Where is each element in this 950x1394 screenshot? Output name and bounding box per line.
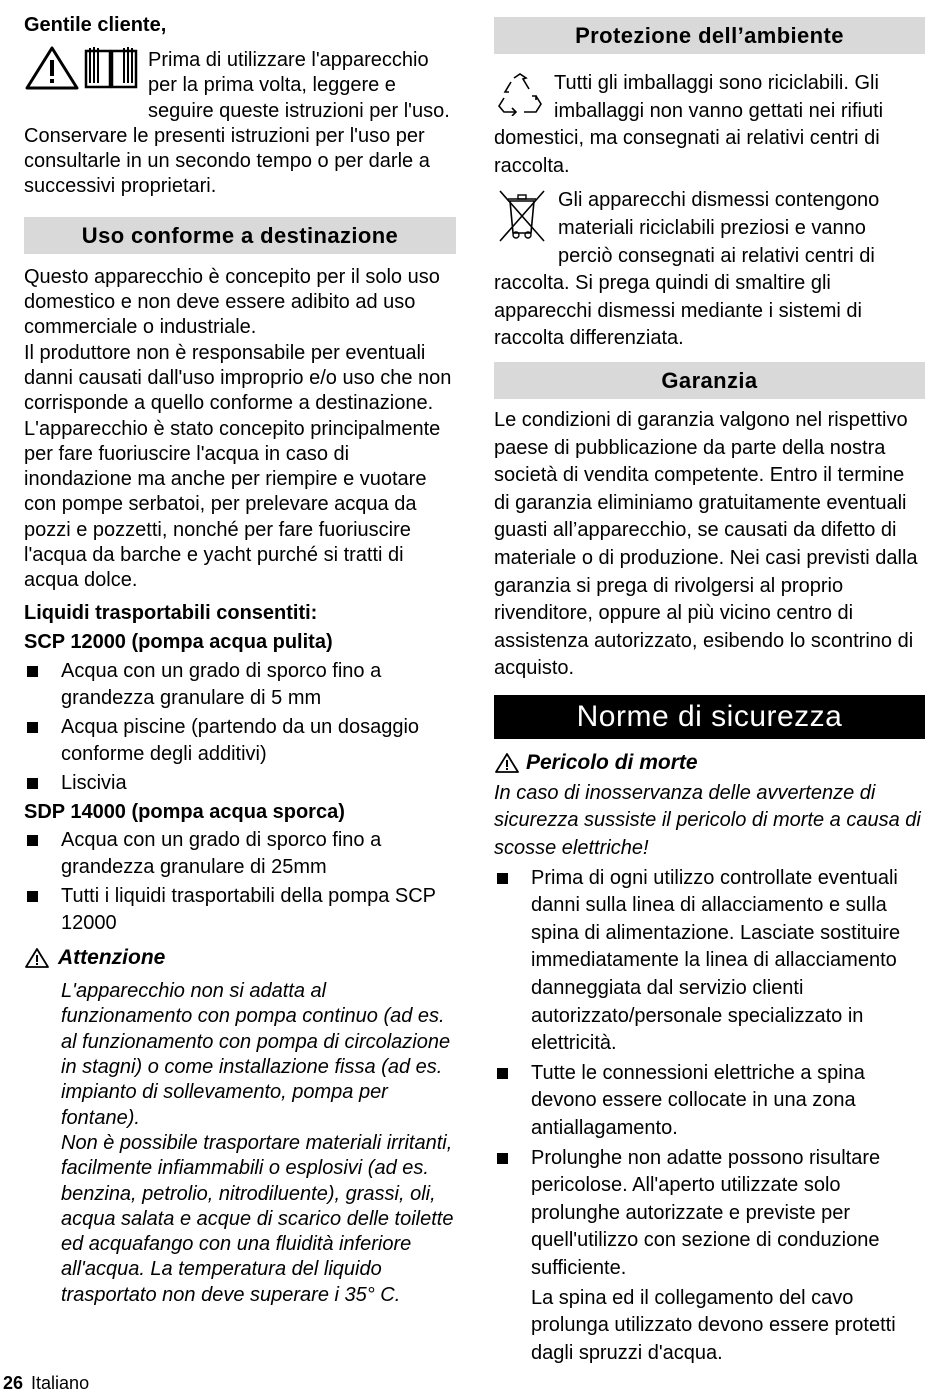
page-number: 26 bbox=[3, 1373, 24, 1393]
sdp-heading: SDP 14000 (pompa acqua sporca) bbox=[24, 800, 345, 823]
section-heading-environment: Protezione dell’ambiente bbox=[494, 17, 925, 54]
list-item: Liscivia bbox=[24, 770, 456, 797]
warning-triangle-icon bbox=[24, 45, 80, 91]
intended-use-paragraph: L'apparecchio è stato concepito principalmente per fare fuoriuscire l'acqua in caso di inondazione ma anche per riempire e vuotare con pompe serbatoi, per prelevare acqua da pozzi e pozzetti, nonché per fare fuoriuscire l'acqua da barche e yacht purché si tratti di acqua dolce. bbox=[24, 417, 441, 592]
danger-title: Pericolo di morte bbox=[526, 750, 698, 774]
warning-triangle-icon bbox=[494, 752, 520, 774]
safety-list bbox=[494, 865, 925, 1283]
scp-heading: SCP 12000 (pompa acqua pulita) bbox=[24, 631, 333, 654]
attention-heading bbox=[24, 945, 456, 971]
recycle-icon bbox=[494, 72, 546, 116]
list-item: Acqua piscine (partendo da un dosaggio conforme degli additivi) bbox=[24, 714, 456, 768]
intended-use-paragraph: Il produttore non è responsabile per eventuali danni causati dall'uso improprio e/o uso che non corrisponde a quello conforme a destinazione. bbox=[24, 341, 452, 415]
list-item: Tutte le connessioni elettriche a spina devono essere collocate in una zona antiallagamento. bbox=[494, 1060, 925, 1143]
attention-paragraph: Non è possibile trasportare materiali irritanti, facilmente infiammabili o esplosivi (ad es. benzina, petrolio, nitrodiluente), grassi, oli, acqua salata e acque di scarico delle toilette ed acquafango con una fluidità inferiore all'acqua. La temperatura del liquido trasportato non deve superare i 35° C. bbox=[61, 1131, 454, 1306]
safety-extra-text: La spina ed il collegamento del cavo prolunga utilizzato devono essere protetti dagli spruzzi d'acqua. bbox=[531, 1286, 896, 1364]
crossed-bin-icon bbox=[494, 187, 550, 245]
list-item: Prima di ogni utilizzo controllate eventuali danni sulla linea di allacciamento e sulla spina di alimentazione. Lasciate sostituire immediatamente la linea di allacciamento danneggiata dal servizio clienti autorizzato/personale specializzato in elettricità. bbox=[494, 865, 925, 1058]
footer-language: Italiano bbox=[31, 1373, 90, 1393]
manual-book-icon bbox=[82, 45, 140, 91]
intended-use-body bbox=[24, 265, 456, 594]
right-column bbox=[494, 17, 925, 1367]
list-item: Prolunghe non adatte possono risultare pericolose. All'aperto utilizzate solo prolunghe autorizzate e previste per quell'utilizzo con sezione di conduzione sufficiente. bbox=[494, 1145, 925, 1283]
sdp-list bbox=[24, 827, 456, 937]
intro-block bbox=[24, 48, 456, 200]
intro-icons bbox=[24, 45, 142, 101]
env-recycle-text: Tutti gli imballaggi sono riciclabili. Gli imballaggi non vanno gettati nei rifiuti domestici, ma consegnati ai relativi centri di raccolta. bbox=[494, 72, 884, 177]
attention-body bbox=[24, 979, 456, 1308]
warning-triangle-icon bbox=[24, 947, 50, 969]
env-weee-text: Gli apparecchi dismessi contengono materiali riciclabili preziosi e vanno perciò consegnati ai relativi centri di raccolta. Si prega quindi di smaltire gli apparecchi dismessi mediante i sistemi di raccolta differenziata. bbox=[494, 189, 880, 350]
warranty-text: Le condizioni di garanzia valgono nel rispettivo paese di pubblicazione da parte della nostra società di vendita competente. Entro il termine di garanzia eliminiamo gratuitamente eventuali guasti all’apparecchio, se causati da difetto di materiale o di produzione. Nei casi previsti dalla garanzia si prega di rivolgersi al proprio rivenditore, oppure al più vicino centro di assistenza autorizzato, esibendo lo scontrino di acquisto. bbox=[494, 408, 918, 680]
list-item: Tutti i liquidi trasportabili della pompa SCP 12000 bbox=[24, 883, 456, 937]
section-heading-warranty: Garanzia bbox=[494, 362, 925, 399]
section-heading-intended-use: Uso conforme a destinazione bbox=[24, 217, 456, 254]
list-item: Acqua con un grado di sporco fino a grandezza granulare di 25mm bbox=[24, 827, 456, 881]
list-item: Acqua con un grado di sporco fino a grandezza granulare di 5 mm bbox=[24, 658, 456, 712]
greeting: Gentile cliente, bbox=[24, 14, 167, 36]
liquids-heading: Liquidi trasportabili consentiti: bbox=[24, 601, 318, 624]
intro-text: Prima di utilizzare l'apparecchio per la prima volta, leggere e seguire queste istruzioni per l'uso. Conservare le presenti istruzioni per l'uso per consultarle in un secondo tempo o per darle a successivi proprietari. bbox=[24, 49, 450, 198]
danger-heading bbox=[494, 750, 925, 776]
attention-paragraph: L'apparecchio non si adatta al funzionamento con pompa continuo (ad es. al funzionamento con pompa di circolazione in stagni) o come installazione fissa (ad es. impianto di sollevamento, pompa per fontane). bbox=[61, 980, 451, 1129]
danger-text: In caso di inosservanza delle avvertenze di sicurezza sussiste il pericolo di morte a causa di scosse elettriche! bbox=[494, 781, 921, 860]
env-weee-block bbox=[494, 187, 925, 353]
left-column bbox=[24, 12, 456, 1308]
section-heading-safety: Norme di sicurezza bbox=[494, 695, 925, 739]
intended-use-paragraph: Questo apparecchio è concepito per il solo uso domestico e non deve essere adibito ad uso commerciale o industriale. bbox=[24, 265, 440, 339]
attention-title: Attenzione bbox=[58, 946, 166, 970]
env-recycle-block bbox=[494, 70, 925, 180]
scp-list bbox=[24, 658, 456, 797]
